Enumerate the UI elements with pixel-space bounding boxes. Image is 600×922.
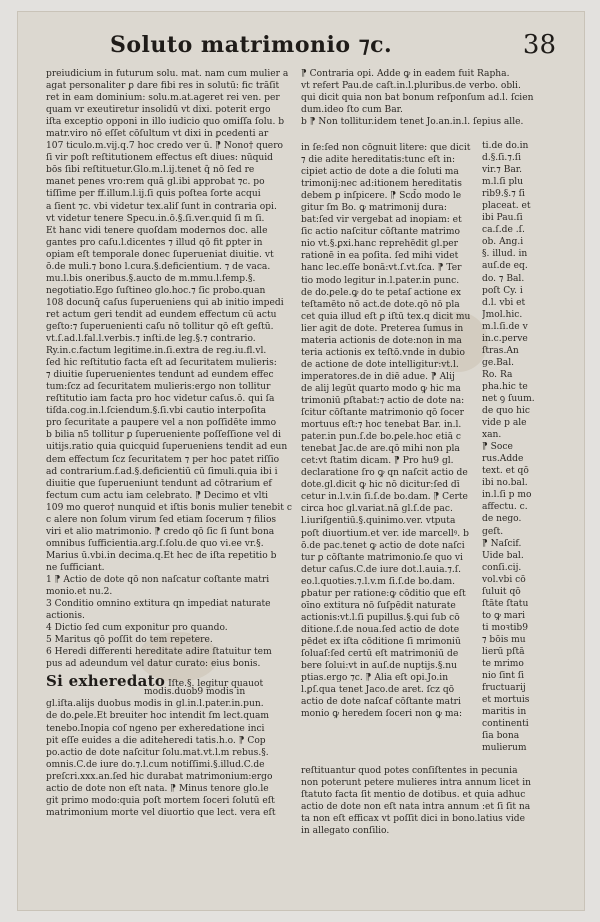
- text-line: rationē in ea poſita. ſed mihi videt: [301, 251, 459, 262]
- text-line: circa hoc gl.variat.nā gl.ſ.de pac.: [301, 504, 453, 515]
- gloss-line: te mrimo: [482, 659, 524, 670]
- summary-item: 4 Dictio ſed cum exponitur pro quando.: [46, 623, 228, 634]
- text-line: in ſe:ſed non cōgnuit litere: que dicit: [301, 143, 471, 153]
- gloss-line: to ꝙ mari: [482, 610, 526, 621]
- text-line: omnibus ſufficientia.arg.ſ.ſolu.de quo vi.ee vr.§.: [46, 538, 264, 549]
- text-line: reſtitutio iam facta pro hoc videtur caſus.ō. qui ſa: [46, 394, 275, 405]
- gloss-line: Jmol.hic.: [482, 309, 523, 320]
- text-line: ſi vir poſt reſtitutionem effectus eſt diues: nūquid: [46, 153, 274, 164]
- text-line: tenebat Jac.de are.qō mihi non pla: [301, 444, 460, 455]
- text-line: pro ſecuritate a paupere vel a non poſſidēte immo: [46, 418, 277, 429]
- text-line: Et hanc vidi tenere quoſdam modernos doc. alle: [46, 225, 268, 236]
- text-line: vt.ſ.ad.l.fal.l.verbis.⁊ inſti.de leg.§.⁊ contrario.: [46, 334, 256, 345]
- text-line: trimoniū ꝑſtabat:⁊ actio de dote na:: [301, 395, 465, 406]
- text-line: cet:vt ſtatim dicam. ⁋ Pro hu9 gl.: [301, 456, 454, 467]
- text-line: non poterunt petere mulieres intra annum licet in: [301, 778, 532, 789]
- gloss-line: fructuarij: [482, 683, 526, 694]
- text-line: l.ꝑſ.qua tenet Jaco.de aret. ſcz qō: [301, 685, 455, 696]
- gloss-line: maritis in: [482, 707, 527, 718]
- text-line: preſcri.xxx.an.ſed hic durabat matrimonium:ergo: [46, 771, 273, 782]
- text-line: qui dicit quia non bat bonum reſponſum ad.l. ſcien: [301, 93, 534, 104]
- gloss-line: in.c.perve: [482, 333, 528, 344]
- text-line: actio de dote non eſt nata intra annum :et ſi ſit na: [301, 802, 531, 813]
- text-line: pater.in pun.ſ.de bo.ꝑele.hoc etiā c: [301, 432, 461, 443]
- gloss-line: d.§.ſi.⁊.ſi: [482, 153, 521, 164]
- heading-rest: Iſte.§. legitur quauot: [165, 679, 264, 690]
- text-line: de do.ꝑele.Et breuiter hoc intendit ſm lect.quam: [46, 711, 270, 722]
- text-line: 107 ticulo.m.vij.q.7 hoc credo ver ū. ⁋ Nono† quero: [46, 141, 284, 152]
- text-line: in allegato conſilio.: [301, 826, 390, 835]
- text-line: tio modo legitur in.l.pater.in punc.: [301, 275, 460, 286]
- text-line: hanc lec.eſſe bonā:vt.ſ.vt.ſca. ⁋ Ter: [301, 263, 462, 274]
- text-line: actionis:vt.l.ſi pupillus.§.qui ſub cō: [301, 612, 460, 623]
- text-line: gl.iſta.alijs duobus modis in gl.in.l.pater.in.pun.: [46, 699, 264, 710]
- gloss-line: ti moꝛtib9: [482, 622, 529, 633]
- text-line: ⁊ die adite hereditatis:tunc eſt in:: [301, 155, 456, 166]
- summary-item: actionis.: [46, 611, 85, 622]
- gloss-line: ſtāte ſtatu: [482, 598, 529, 609]
- text-line: fectum cum actu iam celebrato. ⁋ Decimo et vlti: [46, 490, 269, 501]
- gloss-line: de nego.: [482, 514, 522, 525]
- text-line: tenebo.Inopia coſ ngeno per exheredatione inci: [46, 723, 265, 734]
- gloss-line: m.l.ſi.de v: [482, 321, 528, 332]
- text-line: ſcitur cōſtante matrimonio qō ſocer: [301, 408, 464, 419]
- text-line: omnis.C.de iure do.⁊.l.cum notiſſimi.§.illud.C.de: [46, 759, 265, 770]
- text-line: dote.gl.dicit ꝙ hic nō dicitur:ſed dī: [301, 480, 460, 491]
- text-line: de do.ꝑele.ꝙ do te petaſ actione ex: [301, 287, 462, 298]
- summary-item: pus ad adeundum vel datur curato: eius bonis.: [46, 659, 261, 670]
- gloss-line: ti.de do.in: [482, 141, 529, 151]
- text-line: nio vt.§.ꝑxi.hanc reprehēdit gl.per: [301, 239, 459, 250]
- gloss-line: mulierum: [482, 743, 527, 754]
- gloss-line: ibi Pau.ſi: [482, 213, 523, 224]
- middle-column: [301, 142, 477, 762]
- text-line: monio ꝙ heredem ſoceri non ꝙ ma:: [301, 709, 463, 720]
- gloss-line: ſia bona: [482, 731, 520, 742]
- text-line: cet quia illud eſt ꝑ iſtū tex.q dicit mu: [301, 311, 471, 322]
- text-line: agat personaliter ꝑ dare fibi res in solutū: fic trāſit: [46, 81, 280, 92]
- text-line: pēdet ex iſta cōditione ſi mrimoniū: [301, 636, 461, 647]
- text-line: oīno extitura nō ſuſpēdit naturate: [301, 600, 456, 611]
- text-line: gantes pro caſu.l.dicentes ⁊ illud qō fit ꝑpter in: [46, 237, 263, 248]
- gloss-line: rus.Adde: [482, 454, 524, 465]
- summary-item: 1 ⁋ Actio de dote qō non naſcatur coſtante matri: [46, 574, 270, 585]
- text-line: bōs ſibi reſtituetur.Glo.m.l.ij.tenet q̄ nō ſed re: [46, 165, 255, 176]
- gloss-line: vir.⁊ Bar.: [482, 165, 523, 176]
- text-line: l.iuriſgentiū.§.quinimo.ver. vtputa: [301, 516, 456, 527]
- text-line: diuitie que ſuperueniunt tendunt ad cōtrarium ef: [46, 478, 272, 489]
- gloss-line: text. et qō: [482, 466, 529, 477]
- text-line: geſto:⁊ ſuperuenienti caſu nō tollitur qō eſt geſtū.: [46, 321, 274, 332]
- gloss-line: ca.ſ.de .ſ.: [482, 225, 525, 236]
- text-line: pit eſſe euides a die aditeheredi tatis.h.o. ⁋ Cop: [46, 735, 266, 746]
- text-line: Marius ū.vbi.in decima.q.Et hec de iſta repetitio b: [46, 550, 277, 561]
- text-line: ⁊ diuitie ſuperuenientes tendunt ad eundem effec: [46, 370, 274, 381]
- text-line: Ry.in.c.factum legitime.in.ſi.extra de reg.iu.fl.vl.: [46, 346, 267, 357]
- gloss-line: m.l.ſi plu: [482, 177, 524, 188]
- text-line: teſtamēto nō act.de dote.qō nō pla: [301, 299, 460, 310]
- text-line: bere ſolui:vt in auſ.de nuptijs.§.nu: [301, 661, 457, 672]
- text-line: ditione.ſ.de noua.ſed actio de dote: [301, 624, 460, 635]
- gloss-line: §. illud. in: [482, 249, 528, 260]
- gloss-line: de quo hic: [482, 406, 530, 417]
- text-line: actio de dote naſcaf cōſtante matri: [301, 697, 461, 708]
- text-line: bat:ſed vir vergebat ad inopiam: et: [301, 215, 462, 226]
- gloss-line: continenti: [482, 719, 529, 730]
- text-line: de actione de dote intelligitur:vt.l.: [301, 359, 459, 370]
- gloss-line: poſt Cy. i: [482, 285, 523, 296]
- text-line: poſt diuortium.et ver. ide marcellꝰ. b: [301, 528, 469, 539]
- gloss-line: d.l. vbi et: [482, 297, 526, 308]
- text-line: detur caſus.C.de iure dot.l.auia.⁊.ſ.: [301, 564, 462, 575]
- gloss-line: ⁋ Naſcif.: [482, 538, 522, 549]
- gloss-line: auſ.de eq.: [482, 261, 528, 272]
- text-line: reſtituantur quod potes conſiſtentes in pecunia: [301, 766, 518, 776]
- gloss-line: xan.: [482, 430, 502, 441]
- text-line: mu.l.bis oneribus.§.aucto de m.mmu.l.femp.§.: [46, 273, 256, 284]
- text-line: iſta exceptio opponi in illo iudicio quo omiſſa ſolu. b: [46, 117, 285, 128]
- gloss-line: vide p ale: [482, 418, 527, 429]
- summary-item: monio.et nu.2.: [46, 587, 113, 598]
- text-line: 109 mo quero† nunquid et iſtis bonis mulier tenebit c: [46, 502, 292, 513]
- text-line: ptias.ergo ⁊c. ⁋ Alia eſt opi.Jo.in: [301, 673, 449, 684]
- running-title: Soluto matrimonio ⁊c.: [110, 32, 393, 58]
- text-line: tiſſime per ff.illum.l.ij.ſi quis poſtea ſorte acqui: [46, 189, 261, 200]
- text-line: ne ſufficiant.: [46, 562, 105, 573]
- text-line: c alere non ſolum virum ſed etiam ſocerum ⁊ filios: [46, 514, 277, 525]
- gloss-line: ⁋ Soce: [482, 442, 513, 453]
- text-line: uitijs.ratio quia quicquid ſuperueniens tendit ad eun: [46, 442, 288, 453]
- text-line: a ſient ⁊c. vbi videtur tex.aliſ ſunt in contraria opi.: [46, 201, 277, 212]
- heading-word: Si exheredato: [46, 672, 166, 691]
- gloss-line: ſtras.An: [482, 345, 519, 356]
- gloss-line: ⁊ bōis mu: [482, 634, 526, 645]
- text-line: ſtatuto facta ſit mentio de dotibus. et quia adhuc: [301, 790, 526, 801]
- text-line: tiſda.cog.in.l.ſciendum.§.ſi.vbi cautio interpoſita: [46, 406, 267, 417]
- text-line: ad contrarium.f.ad.§.deficientiū cū ſimuli.quia ibi i: [46, 466, 278, 477]
- gloss-line: Uide bal.: [482, 550, 524, 561]
- text-line: vt videtur tenere Specu.in.ō.§.ſi.ver.quid ſi m ſi.: [46, 213, 265, 224]
- gloss-line: conſi.cij.: [482, 562, 522, 573]
- text-line: matrimonium morte vel diuortio que lect. vera eſt: [46, 807, 276, 818]
- gloss-line: ob. Ang.i: [482, 237, 524, 248]
- gloss-line: pha.hic te: [482, 381, 528, 392]
- bottom-right-block: [301, 765, 563, 835]
- text-line: mortuus eſt:⁊ hoc tenebat Bar. in.l.: [301, 420, 462, 431]
- text-line: ō.de muli.⁊ bono l.cura.§.deficientium. ⁊ de vaca.: [46, 261, 271, 272]
- text-line: manet penes vro:rem quā gl.ibi approbat ⁊c. po: [46, 177, 265, 188]
- summary-item: 5 Maritus qō poſſit do tem repetere.: [46, 635, 213, 646]
- gloss-line: ſuluit qō: [482, 586, 521, 597]
- gloss-line: rib9.§.⁊ ſi: [482, 189, 525, 200]
- text-line: debem ꝑ inſpicere. ⁋ Scd̄o modo le: [301, 191, 462, 202]
- text-line: ret in eam dominium: solu.m.at.ageret rei ven. per: [46, 93, 280, 104]
- summary-item: 3 Conditio omnino extitura qn impediat naturate: [46, 599, 271, 610]
- text-line: dum.ideo ſto cum Bar.: [301, 105, 403, 116]
- text-line: quam vr exeutiretur insolidū vt dixi. poterit ergo: [46, 105, 271, 116]
- text-line: ſed hic reſtitutio facta eſt ad ſecuritatem mulieris:: [46, 358, 277, 369]
- text-line: 108 docunq̄ caſus ſuperueniens qui ab initio impedi: [46, 297, 284, 308]
- gloss-line: ibi no.bal.: [482, 478, 528, 489]
- text-line: tur ꝑ cōſtante matrimonio.ſe quo vi: [301, 552, 463, 563]
- gloss-line: in.l.ſi p mo: [482, 490, 532, 501]
- text-line: cipiet actio de dote a die ſoluti ma: [301, 167, 459, 178]
- gloss-line: placeat. et: [482, 201, 531, 212]
- text-line: eo.l.quoties.⁊.l.v.m ſi.ſ.de bo.dam.: [301, 576, 456, 587]
- text-line: matr.viro nō eſſet cōſultum vt dixi in ꝑcedenti ar: [46, 129, 269, 140]
- text-line: b bilia n5 tollitur ꝑ ſuperueniente poſſeſſione vel di: [46, 430, 282, 441]
- text-line: gitur ſm Bo. ꝙ matrimonij dura:: [301, 203, 447, 214]
- text-line: ꝑbatur per ratione:ꝙ cōditio que eſt: [301, 588, 466, 599]
- gloss-line: net ꝯ ſuum.: [482, 393, 535, 404]
- text-line: dem effectum ſcz ſecuritatem ⁊ per hoc patet riſſio: [46, 454, 280, 465]
- text-line: ō.de pac.tenet ꝙ actio de dote naſci: [301, 540, 465, 551]
- running-head: [90, 28, 560, 66]
- text-line: viri et alio matrimonio. ⁋ credo qō ſic ſi ſunt bona: [46, 526, 275, 537]
- text-line: ret actum geri tendit ad eundem effectum cū actu: [46, 309, 277, 320]
- text-line: declaratione ſro ꝙ qn naſcit actio de: [301, 468, 468, 479]
- text-line: ſoluaſ:ſed certū eſt matrimoniū de: [301, 648, 459, 659]
- right-gloss-column: [482, 140, 566, 825]
- text-line: negotiatio.Ego ſuſtineo glo.hoc.⁊ ſic probo.quan: [46, 285, 266, 296]
- text-line: trimonij:nec ad:itionem hereditatis: [301, 179, 462, 190]
- text-line: lier agit de dote. Preterea ſumus in: [301, 323, 464, 334]
- text-line: ſic actio naſcitur cōſtante matrimo: [301, 227, 460, 238]
- gloss-line: vol.vbi cō: [482, 574, 526, 585]
- book-page: [18, 12, 584, 910]
- text-line: vt refert Pau.de caſt.in.l.pluribus.de verbo. obli.: [301, 81, 521, 92]
- top-right-column: [301, 68, 563, 138]
- gloss-line: Ro. Ra: [482, 369, 513, 380]
- text-line: de alij legūt quarto modo ꝙ hic ma: [301, 383, 461, 394]
- text-line: opiam eſt temporale donec ſuperueniat diuitie. vt: [46, 249, 274, 260]
- text-line: b ⁋ Non tollitur.idem tenet Jo.an.in.l. ſepius alle.: [301, 117, 524, 128]
- left-column: [46, 68, 296, 888]
- text-line: ⁋ Contraria opi. Adde ꝙ in eadem fuit Rapha.: [301, 69, 510, 79]
- text-line: teria actionis ex teſtō.vnde in dubio: [301, 347, 465, 358]
- text-line: tum:ſcz ad ſecuritatem mulieris:ergo non tollitur: [46, 382, 271, 393]
- text-line: ta non eſt efficax vt poſſit dici in bono.latius vide: [301, 814, 525, 825]
- folio-number: 38: [522, 30, 556, 60]
- text-line: preiudicium in futurum solu. mat. nam cum mulier a: [46, 69, 289, 79]
- text-line: actio de dote non eſt nata. ⁋ Minus tenore glo.le: [46, 783, 269, 794]
- text-line: imperatores.de in diē adue. ⁋ Alij: [301, 371, 455, 382]
- summary-item: 6 Heredi differenti hereditate adire ſtatuitur tem: [46, 647, 272, 658]
- gloss-line: geſt.: [482, 526, 504, 537]
- heading-rest: modis.duob9 modis in: [144, 687, 246, 698]
- gloss-line: affectu. c.: [482, 502, 528, 513]
- gloss-line: lierū pſtā: [482, 646, 525, 657]
- text-line: git primo modo:quia poſt mortem ſoceri ſolutū eſt: [46, 795, 275, 806]
- text-line: po.actio de dote naſcitur ſolu.mat.vt.l.m rebus.§.: [46, 747, 269, 758]
- text-line: cetur in.l.v.in ſi.ſ.de bo.dam. ⁋ Certe: [301, 492, 468, 503]
- gloss-line: et mortuis: [482, 695, 530, 706]
- gloss-line: ge.Bal.: [482, 357, 514, 368]
- gloss-line: do. ⁊ Bal.: [482, 273, 525, 284]
- text-line: materia actionis de dote:non in ma: [301, 335, 462, 346]
- gloss-line: nio ſint ſi: [482, 671, 525, 682]
